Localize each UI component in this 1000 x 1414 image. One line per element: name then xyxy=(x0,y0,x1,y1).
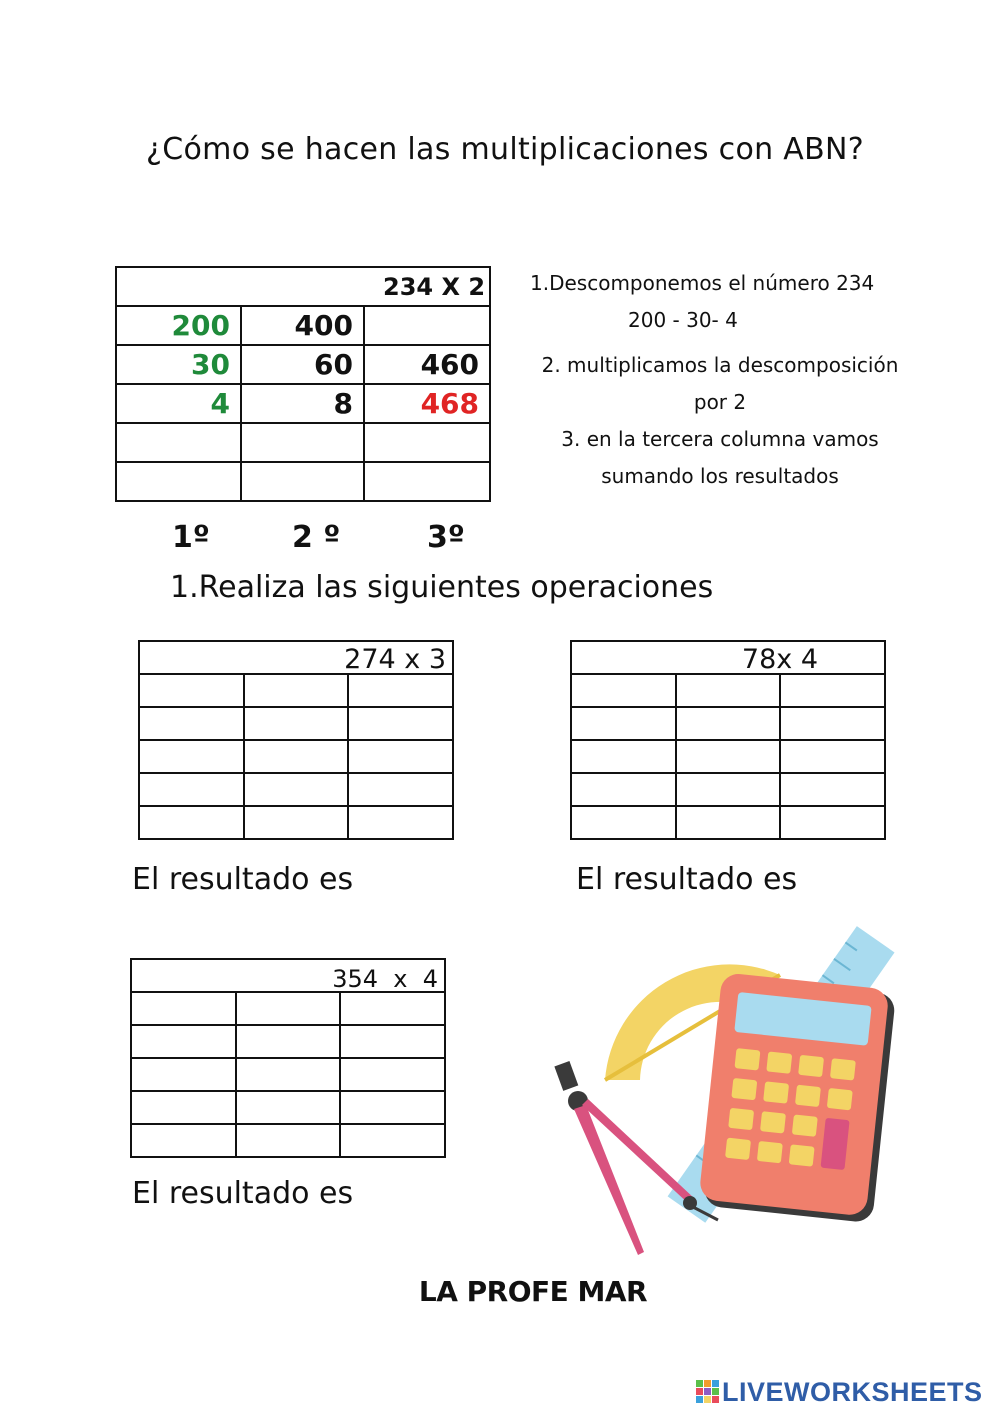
example-cell xyxy=(241,423,364,462)
answer-cell[interactable] xyxy=(348,806,453,839)
example-cell xyxy=(116,462,241,501)
answer-cell[interactable] xyxy=(676,674,780,707)
page-title: ¿Cómo se hacen las multiplicaciones con ABN? xyxy=(146,132,864,167)
example-cell xyxy=(364,462,490,501)
answer-cell[interactable] xyxy=(236,1124,340,1157)
answer-cell[interactable] xyxy=(139,740,244,773)
example-table xyxy=(115,266,491,502)
liveworksheets-logo-icon xyxy=(696,1380,720,1404)
answer-cell[interactable] xyxy=(131,992,236,1025)
answer-cell[interactable] xyxy=(244,674,348,707)
example-result-cell: 468 xyxy=(364,384,490,423)
answer-cell[interactable] xyxy=(244,806,348,839)
answer-cell[interactable] xyxy=(571,740,676,773)
example-cell: 4 xyxy=(116,384,241,423)
answer-cell[interactable] xyxy=(244,740,348,773)
steps-block xyxy=(520,265,920,495)
result-label-3: El resultado es xyxy=(132,1176,354,1211)
exercise-operation: 78x 4 xyxy=(571,641,885,674)
answer-cell[interactable] xyxy=(139,773,244,806)
answer-cell[interactable] xyxy=(244,773,348,806)
brand-name: LIVEWORKSHEETS xyxy=(722,1377,983,1407)
example-cell: 400 xyxy=(241,306,364,345)
answer-cell[interactable] xyxy=(571,707,676,740)
answer-cell[interactable] xyxy=(340,992,445,1025)
column-label-2: 2 º xyxy=(292,520,341,555)
example-cell xyxy=(364,423,490,462)
answer-cell[interactable] xyxy=(348,773,453,806)
answer-cell[interactable] xyxy=(780,806,885,839)
column-label-1: 1º xyxy=(172,520,210,555)
answer-cell[interactable] xyxy=(676,707,780,740)
example-cell: 30 xyxy=(116,345,241,384)
answer-cell[interactable] xyxy=(348,707,453,740)
answer-cell[interactable] xyxy=(348,674,453,707)
step-2: 2. multiplicamos la descomposición xyxy=(541,353,899,377)
answer-cell[interactable] xyxy=(340,1025,445,1058)
answer-cell[interactable] xyxy=(131,1025,236,1058)
answer-cell[interactable] xyxy=(236,1091,340,1124)
exercise-table-1 xyxy=(138,640,454,840)
example-cell xyxy=(241,462,364,501)
answer-cell[interactable] xyxy=(676,740,780,773)
author-credit: LA PROFE MAR xyxy=(418,1275,648,1308)
step-1-detail: 200 - 30- 4 xyxy=(628,308,738,332)
example-cell: 60 xyxy=(241,345,364,384)
step-3-detail: sumando los resultados xyxy=(601,464,839,488)
math-tools-illustration xyxy=(550,915,900,1265)
answer-cell[interactable] xyxy=(236,1025,340,1058)
exercise-operation: 274 x 3 xyxy=(139,641,453,674)
answer-cell[interactable] xyxy=(139,674,244,707)
answer-cell[interactable] xyxy=(340,1058,445,1091)
answer-cell[interactable] xyxy=(139,707,244,740)
answer-cell[interactable] xyxy=(780,707,885,740)
exercise-table-3 xyxy=(130,958,446,1158)
answer-cell[interactable] xyxy=(676,806,780,839)
answer-cell[interactable] xyxy=(571,674,676,707)
answer-cell[interactable] xyxy=(340,1124,445,1157)
brand-footer xyxy=(696,1377,983,1408)
answer-cell[interactable] xyxy=(131,1124,236,1157)
column-label-3: 3º xyxy=(427,520,465,555)
calculator-icon xyxy=(698,972,897,1223)
answer-cell[interactable] xyxy=(131,1058,236,1091)
example-cell xyxy=(364,306,490,345)
compass-icon xyxy=(554,1061,718,1255)
answer-cell[interactable] xyxy=(676,773,780,806)
answer-cell[interactable] xyxy=(236,1058,340,1091)
answer-cell[interactable] xyxy=(571,806,676,839)
result-label-1: El resultado es xyxy=(132,862,354,897)
exercise-operation: 354 x 4 xyxy=(131,959,445,992)
step-3: 3. en la tercera columna vamos xyxy=(561,427,879,451)
answer-cell[interactable] xyxy=(236,992,340,1025)
answer-cell[interactable] xyxy=(780,740,885,773)
answer-cell[interactable] xyxy=(131,1091,236,1124)
exercise-table-2 xyxy=(570,640,886,840)
answer-cell[interactable] xyxy=(571,773,676,806)
answer-cell[interactable] xyxy=(348,740,453,773)
example-cell: 200 xyxy=(116,306,241,345)
example-cell: 460 xyxy=(364,345,490,384)
step-2-detail: por 2 xyxy=(693,390,747,414)
example-operation: 234 X 2 xyxy=(116,267,490,306)
example-cell: 8 xyxy=(241,384,364,423)
answer-cell[interactable] xyxy=(139,806,244,839)
step-1: 1.Descomponemos el número 234 xyxy=(530,271,875,295)
answer-cell[interactable] xyxy=(244,707,348,740)
result-label-2: El resultado es xyxy=(576,862,798,897)
example-cell xyxy=(116,423,241,462)
task-instruction: 1.Realiza las siguientes operaciones xyxy=(170,570,714,605)
answer-cell[interactable] xyxy=(780,773,885,806)
answer-cell[interactable] xyxy=(340,1091,445,1124)
answer-cell[interactable] xyxy=(780,674,885,707)
